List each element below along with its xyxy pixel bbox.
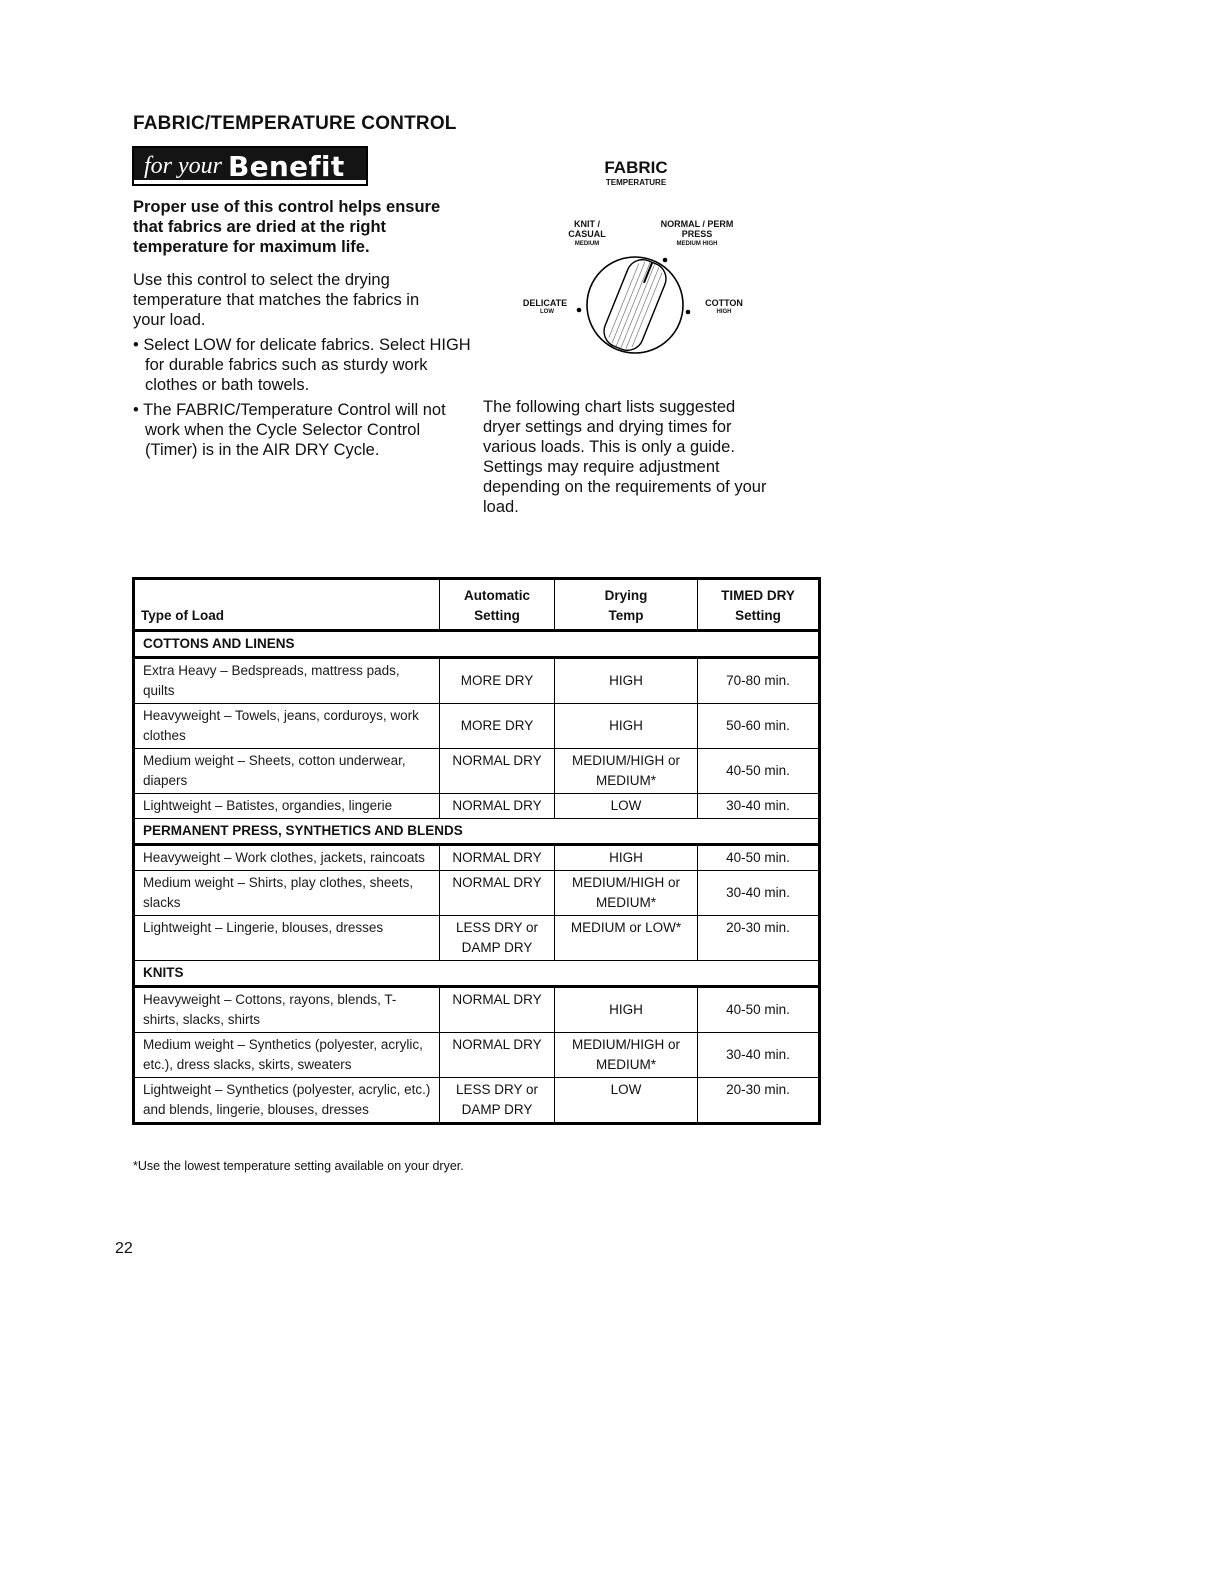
timed-dry-cell: 40-50 min.: [698, 987, 820, 1033]
header-line: Setting: [735, 608, 781, 623]
for-your-benefit-banner: [132, 146, 368, 186]
dial-knob-graphic: [505, 155, 765, 370]
load-type-cell: Medium weight – Sheets, cotton underwear, diapers: [134, 749, 440, 794]
table-row: [134, 1033, 820, 1078]
banner-for-your: for your: [144, 152, 222, 179]
dial-label-knit-casual: KNIT / CASUAL: [568, 219, 606, 239]
category-row-cottons: [134, 631, 820, 658]
bullet-item: • The FABRIC/Temperature Control will not work when the Cycle Selector Control (Timer) is in the AIR DRY Cycle.: [133, 401, 446, 459]
header-type-of-load: Type of Load: [134, 579, 440, 631]
bullet-item: • Select LOW for delicate fabrics. Select HIGH for durable fabrics such as sturdy work clothes or bath towels.: [133, 336, 471, 394]
header-line: Drying: [604, 588, 648, 603]
drying-chart-table: [132, 577, 821, 1125]
header-drying-temp: [555, 579, 698, 631]
dial-label-normal-perm-press: NORMAL / PERM PRESS: [660, 219, 734, 239]
load-type-cell: Lightweight – Synthetics (polyester, acrylic, etc.) and blends, lingerie, blouses, dresses: [134, 1078, 440, 1124]
dial-sub-medium-high: MEDIUM HIGH: [676, 241, 718, 247]
header-line: Automatic: [463, 588, 530, 603]
automatic-setting-cell: NORMAL DRY: [440, 1033, 555, 1078]
automatic-setting-cell: NORMAL DRY: [440, 749, 555, 794]
banner-benefit: Benefit: [228, 149, 345, 183]
load-type-cell: Heavyweight – Work clothes, jackets, raincoats: [134, 845, 440, 871]
header-automatic-setting: [440, 579, 555, 631]
load-type-cell: Heavyweight – Cottons, rayons, blends, T-shirts, slacks, shirts: [134, 987, 440, 1033]
header-timed-dry-setting: [698, 579, 820, 631]
category-label: COTTONS AND LINENS: [134, 631, 820, 658]
dial-sub-high: HIGH: [716, 309, 732, 315]
drying-temp-cell: HIGH: [555, 658, 698, 704]
drying-temp-cell: MEDIUM/HIGH or MEDIUM*: [555, 1033, 698, 1078]
load-type-cell: Lightweight – Batistes, organdies, lingerie: [134, 794, 440, 819]
header-line: Setting: [474, 608, 520, 623]
timed-dry-cell: 20-30 min.: [698, 1078, 820, 1124]
benefit-lead-text: Proper use of this control helps ensure that fabrics are dried at the right temperature for maximum life.: [133, 198, 441, 256]
automatic-setting-cell: MORE DRY: [440, 658, 555, 704]
table-row: [134, 871, 820, 916]
load-type-cell: Heavyweight – Towels, jeans, corduroys, work clothes: [134, 704, 440, 749]
load-type-cell: Extra Heavy – Bedspreads, mattress pads, quilts: [134, 658, 440, 704]
table-row: [134, 845, 820, 871]
drying-temp-cell: LOW: [555, 1078, 698, 1124]
automatic-setting-cell: NORMAL DRY: [440, 987, 555, 1033]
automatic-setting-cell: NORMAL DRY: [440, 794, 555, 819]
automatic-setting-cell: NORMAL DRY: [440, 871, 555, 916]
footnote: *Use the lowest temperature setting available on your dryer.: [133, 1159, 464, 1173]
dial-title: FABRIC: [604, 158, 668, 177]
load-type-cell: Lightweight – Lingerie, blouses, dresses: [134, 916, 440, 961]
category-label: KNITS: [134, 961, 820, 987]
table-row: [134, 916, 820, 961]
category-row-permanent-press: [134, 819, 820, 845]
drying-temp-cell: MEDIUM or LOW*: [555, 916, 698, 961]
intro-text: Use this control to select the drying temperature that matches the fabrics in your load.: [133, 271, 420, 329]
automatic-setting-cell: NORMAL DRY: [440, 845, 555, 871]
dial-sub-medium: MEDIUM: [574, 241, 600, 247]
automatic-setting-cell: LESS DRY or DAMP DRY: [440, 916, 555, 961]
timed-dry-cell: 40-50 min.: [698, 845, 820, 871]
load-type-cell: Medium weight – Shirts, play clothes, sheets, slacks: [134, 871, 440, 916]
section-title: FABRIC/TEMPERATURE CONTROL: [133, 113, 457, 134]
timed-dry-cell: 20-30 min.: [698, 916, 820, 961]
table-header-row: [134, 579, 820, 631]
automatic-setting-cell: LESS DRY or DAMP DRY: [440, 1078, 555, 1124]
drying-temp-cell: HIGH: [555, 845, 698, 871]
table-row: [134, 704, 820, 749]
dial-label-delicate: DELICATE: [522, 298, 568, 308]
page-number: 22: [115, 1240, 133, 1257]
drying-temp-cell: MEDIUM/HIGH or MEDIUM*: [555, 749, 698, 794]
category-row-knits: [134, 961, 820, 987]
drying-temp-cell: HIGH: [555, 987, 698, 1033]
automatic-setting-cell: MORE DRY: [440, 704, 555, 749]
fabric-temperature-dial: [505, 155, 765, 370]
table-row: [134, 987, 820, 1033]
timed-dry-cell: 30-40 min.: [698, 1033, 820, 1078]
header-line: Temp: [608, 608, 644, 623]
dial-sub-low: LOW: [540, 309, 554, 315]
timed-dry-cell: 50-60 min.: [698, 704, 820, 749]
drying-temp-cell: MEDIUM/HIGH or MEDIUM*: [555, 871, 698, 916]
drying-temp-cell: LOW: [555, 794, 698, 819]
table-row: [134, 1078, 820, 1124]
timed-dry-cell: 40-50 min.: [698, 749, 820, 794]
category-label: PERMANENT PRESS, SYNTHETICS AND BLENDS: [134, 819, 820, 845]
chart-intro-text: The following chart lists suggested dryer settings and drying times for various loads. This is only a guide. Settings may require adjustment depending on the requirements of your load.: [483, 398, 767, 516]
load-type-cell: Medium weight – Synthetics (polyester, acrylic, etc.), dress slacks, skirts, sweaters: [134, 1033, 440, 1078]
timed-dry-cell: 70-80 min.: [698, 658, 820, 704]
dial-subtitle: TEMPERATURE: [605, 178, 667, 187]
header-line: TIMED DRY: [721, 588, 795, 603]
timed-dry-cell: 30-40 min.: [698, 794, 820, 819]
table-row: [134, 749, 820, 794]
table-row: [134, 658, 820, 704]
timed-dry-cell: 30-40 min.: [698, 871, 820, 916]
drying-temp-cell: HIGH: [555, 704, 698, 749]
table-row: [134, 794, 820, 819]
dial-label-cotton: COTTON: [705, 298, 743, 308]
